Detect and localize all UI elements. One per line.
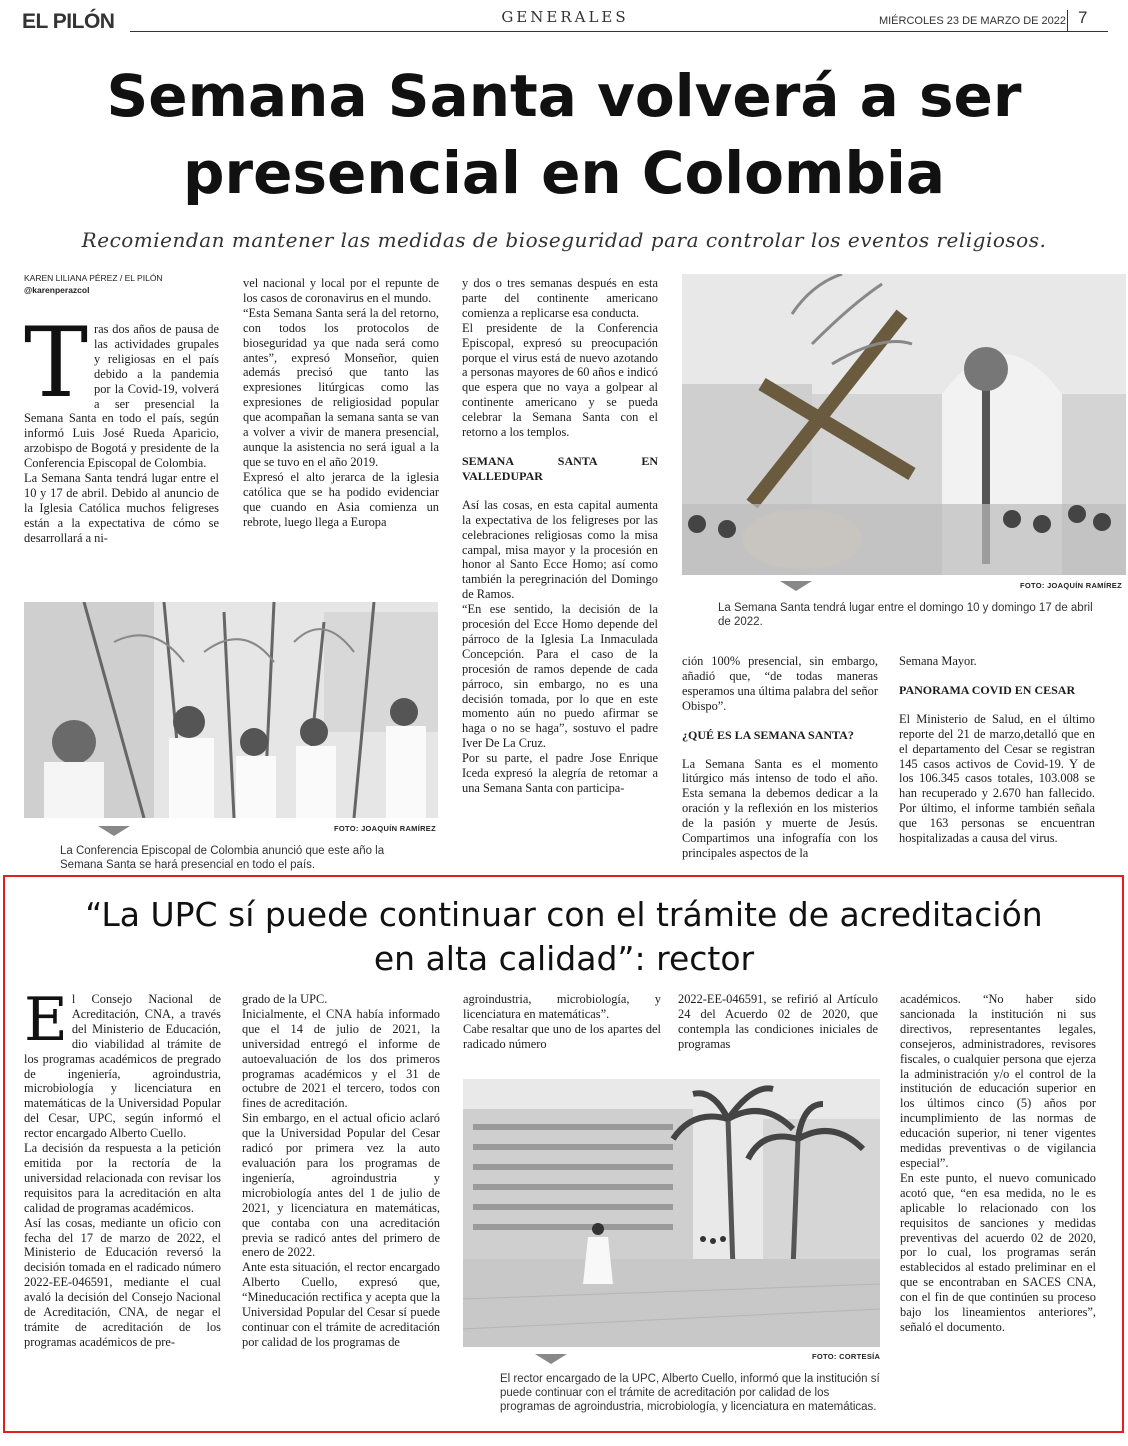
photo-caption: La Semana Santa tendrá lugar entre el domingo 10 y domingo 17 de abril de 2022.: [718, 602, 1093, 628]
article2-column-4: [678, 992, 878, 1054]
paragraph: ción 100% presencial, sin embargo, añadió que, “de todas maneras esperamos una última palabra del señor Obispo”.: [682, 654, 878, 713]
photo-caption: El rector encargado de la UPC, Alberto Cuello, informó que la institución sí puede continuar con el trámite de acreditación por calidad de los programas de agroindustria, microbiología, y licenciatura en matemáticas.: [500, 1373, 880, 1413]
paragraph: Cabe resaltar que uno de los apartes del radicado número: [463, 1021, 661, 1051]
subheading: PANORAMA COVID EN CESAR: [899, 682, 1076, 697]
paragraph: Inicialmente, el CNA había informado que el 14 de julio de 2021, la universidad entregó el informe de autoevaluación de los dos primeros programas académicos y el 31 de octubre de 2021 el tercero, todos con fines de acreditación.: [242, 1006, 440, 1111]
paragraph: académicos. “No haber sido sancionada la institución ni sus directivos, representantes legales, consejeros, administradores, revisores fiscales, o cualquier persona que ejerza la administración y/o el control de la institución de educación superior en los últimos cinco (5) años por incumplimiento de las normas de educación superior, ni tener vigentes medidas preventivas o de vigilancia especial”.: [900, 992, 1096, 1170]
byline: [24, 272, 163, 296]
paragraph: El presidente de la Conferencia Episcopal, expresó su preocupación porque el virus está de nuevo azotando a personas mayores de 60 años e indicó que espera que no vaya a golpear al continente americano y se pueda celebrar la Semana Santa con el retorno a los templos.: [462, 320, 658, 440]
author-handle: @karenperazcol: [24, 285, 90, 295]
paragraph: agroindustria, microbiología, y licenciatura en matemáticas”.: [463, 992, 661, 1021]
procession-cross-photo: [682, 274, 1126, 575]
paragraph: 2022-EE-046591, se refirió al Artículo 24 del Acuerdo 02 de 2020, que contempla las condiciones iniciales de programas: [678, 992, 878, 1051]
article2-column-1: [24, 992, 221, 1422]
article1-column-3: [462, 276, 658, 872]
article1-column-5: [899, 654, 1095, 872]
caption-arrow-icon: [780, 581, 812, 591]
paragraph: El Ministerio de Salud, en el último reporte del 21 de marzo,detalló que en el departamento del Cesar se registran 145 casos activos de Covid-19. Y de los 106.345 casos totales, 103.008 se han recuperado y 2.670 han fallecido. Por último, el informe también señala que 163 personas se encuentran hospitalizadas a causa del virus.: [899, 711, 1095, 846]
photo-caption: La Conferencia Episcopal de Colombia anunció que este año la Semana Santa se hará presencial en todo el país.: [60, 845, 385, 871]
article1-column-1: [24, 322, 219, 574]
photo-illustration: [463, 1079, 880, 1347]
caption-arrow-icon: [98, 826, 130, 836]
paragraph: y dos o tres semanas después en esta parte del continente americano comienza a replicarse esa conducta.: [462, 276, 658, 320]
paragraph: La Semana Santa es el momento litúrgico más intenso de todo el año. Esta semana la debemos dedicar a la oración y la reflexión en los misterios de la pasión y muerte de Jesús. Compartimos una infografía con los principales aspectos de la: [682, 756, 878, 860]
subheading: ¿QUÉ ES LA SEMANA SANTA?: [682, 727, 854, 742]
paragraph: “Esta Semana Santa será la del retorno, con todos los protocolos de bioseguridad ya que nada será como antes”, expresó Monseñor, quien además precisó que tanto las expresiones litúrgicas como las expresiones de religiosidad popular que acompañan la semana santa se van a volver a vivir de manera presencial, aunque la asistencia no será igual a la que se tuvo en el año 2019.: [243, 305, 439, 469]
page-number: 7: [1078, 8, 1088, 27]
photo-credit: FOTO: CORTESÍA: [812, 1352, 881, 1361]
author: KAREN LILIANA PÉREZ / EL PILÓN: [24, 273, 163, 283]
section-name: GENERALES: [501, 8, 629, 26]
paragraph: Así las cosas, en esta capital aumenta la expectativa de los feligreses por las celebraciones religiosas como la misa campal, misa mayor y la procesión en honor al Santo Ecce Homo; así como también la peregrinación del Domingo de Ramos.: [462, 497, 658, 602]
paragraph: vel nacional y local por el repunte de los casos de coronavirus en el mundo.: [243, 276, 439, 305]
article1-column-4: [682, 654, 878, 872]
paragraph: En este punto, el nuevo comunicado acotó que, “en esa medida, no le es aplicable lo relacionado con los requisitos de sanciones y medidas preventivas del acuerdo 02 de 2020, por lo cual, los programas serán establecidos al estado preliminar en el que se encontraban en SACES CNA, con el fin de que continúen su proceso bajo los lineamientos anteriores”, señaló el documento.: [900, 1170, 1096, 1334]
paragraph: Ante esta situación, el rector encargado Alberto Cuello, expresó que, “Mineducación rectifica y acepta que la Universidad Popular del Cesar sí puede continuar con el trámite de acreditación por calidad de los programas de: [242, 1260, 440, 1349]
paragraph: ras dos años de pausa de las actividades grupales y religiosas en el país debido a la pandemia por la Covid-19, volverá a ser presencial la Semana Santa en todo el país, según informó Luis José Rueda Aparicio, arzobispo de Bogotá y presidente de la Conferencia Episcopal de Colombia.: [24, 322, 219, 471]
caption-arrow-icon: [535, 1354, 567, 1364]
article-deck: Recomiendan mantener las medidas de bioseguridad para controlar los eventos religiosos.: [81, 228, 1047, 252]
drop-cap: E: [24, 992, 68, 1055]
photo-credit: FOTO: JOAQUÍN RAMÍREZ: [334, 824, 436, 833]
headline-line-2: en alta calidad”: rector: [373, 939, 755, 978]
headline-line-1: “La UPC sí puede continuar con el trámite de acreditación: [85, 895, 1043, 934]
article2-column-2: [242, 992, 440, 1422]
paragraph: grado de la UPC.: [242, 992, 328, 1006]
paragraph: l Consejo Nacional de Acreditación, CNA, a través del Ministerio de Educación, dio viabilidad al trámite de los programas académicos de pregrado de ingeniería, agroindustria, microbiología y licenciatura en matemáticas de la Universidad Popular del Cesar, UPC, según informó el rector encargado Alberto Cuello.: [24, 992, 221, 1141]
paragraph: Sin embargo, en el actual oficio aclaró que la Universidad Popular del Cesar radicó por primera vez la auto evaluación para los programas de ingeniería, agroindustria y microbiología antes del 1 de julio de 2021, y licenciatura en matemáticas, que contaba con una acreditación previa se radicó antes del primero de enero de 2022.: [242, 1111, 440, 1260]
paragraph: Por su parte, el padre Jose Enrique Iceda expresó la alegría de retomar a una Semana Santa con participa-: [462, 751, 658, 795]
newspaper-logo: EL PILÓN: [22, 10, 115, 33]
subheading: SEMANA SANTA EN VALLEDUPAR: [462, 453, 658, 483]
article-headline: [40, 58, 1088, 212]
drop-cap: T: [24, 322, 89, 419]
headline-line-1: Semana Santa volverá a ser: [106, 62, 1022, 130]
headline-line-2: presencial en Colombia: [182, 139, 945, 207]
paragraph: La decisión da respuesta a la petición emitida por la rectoría de la universidad relacionada con revisar los requisitos para la acreditación en alta calidad de programas académicos.: [24, 1141, 221, 1215]
photo-credit: FOTO: JOAQUÍN RAMÍREZ: [1020, 581, 1122, 590]
article1-column-2: [243, 276, 439, 574]
paragraph: Así las cosas, mediante un oficio con fecha del 17 de marzo de 2022, el Ministerio de Educación reversó la decisión tomada en el radicado número 2022-EE-046591, mediante el cual avaló la decisión del Consejo Nacional de Acreditación, CNA, de negar el trámite de acreditación de los programas académicos de pre-: [24, 1215, 221, 1349]
photo-illustration: [682, 274, 1126, 575]
masthead-rule: [130, 31, 1108, 32]
article2-column-3: [463, 992, 661, 1054]
article-headline: [30, 893, 1098, 981]
paragraph: Semana Mayor.: [899, 654, 977, 668]
article2-column-5: [900, 992, 1096, 1422]
palm-procession-photo: [24, 602, 438, 818]
paragraph: La Semana Santa tendrá lugar entre el 10 y 17 de abril. Debido al anuncio de la Iglesia Católica muchos feligreses están a la expectativa de cómo se desarrollará a ni-: [24, 471, 219, 545]
photo-illustration: [24, 602, 438, 818]
issue-date: MIÉRCOLES 23 DE MARZO DE 2022: [878, 15, 1066, 27]
upc-campus-photo: [463, 1079, 880, 1347]
paragraph: Expresó el alto jerarca de la iglesia católica que se ha podido evidenciar que cuando en Asia comienza un rebrote, luego llega a Europa: [243, 469, 439, 529]
paragraph: “En ese sentido, la decisión de la procesión del Ecce Homo depende del párroco de la Iglesia La Inmaculada Concepción. Para el caso de la procesión de ramos depende de cada párroco, sin embargo, no es una decisión tomada, por lo que en este momento aún no puedo afirmar se haga o no se haga”, sostuvo el padre Iver De La Cruz.: [462, 602, 658, 751]
page-number-divider: [1067, 10, 1068, 32]
